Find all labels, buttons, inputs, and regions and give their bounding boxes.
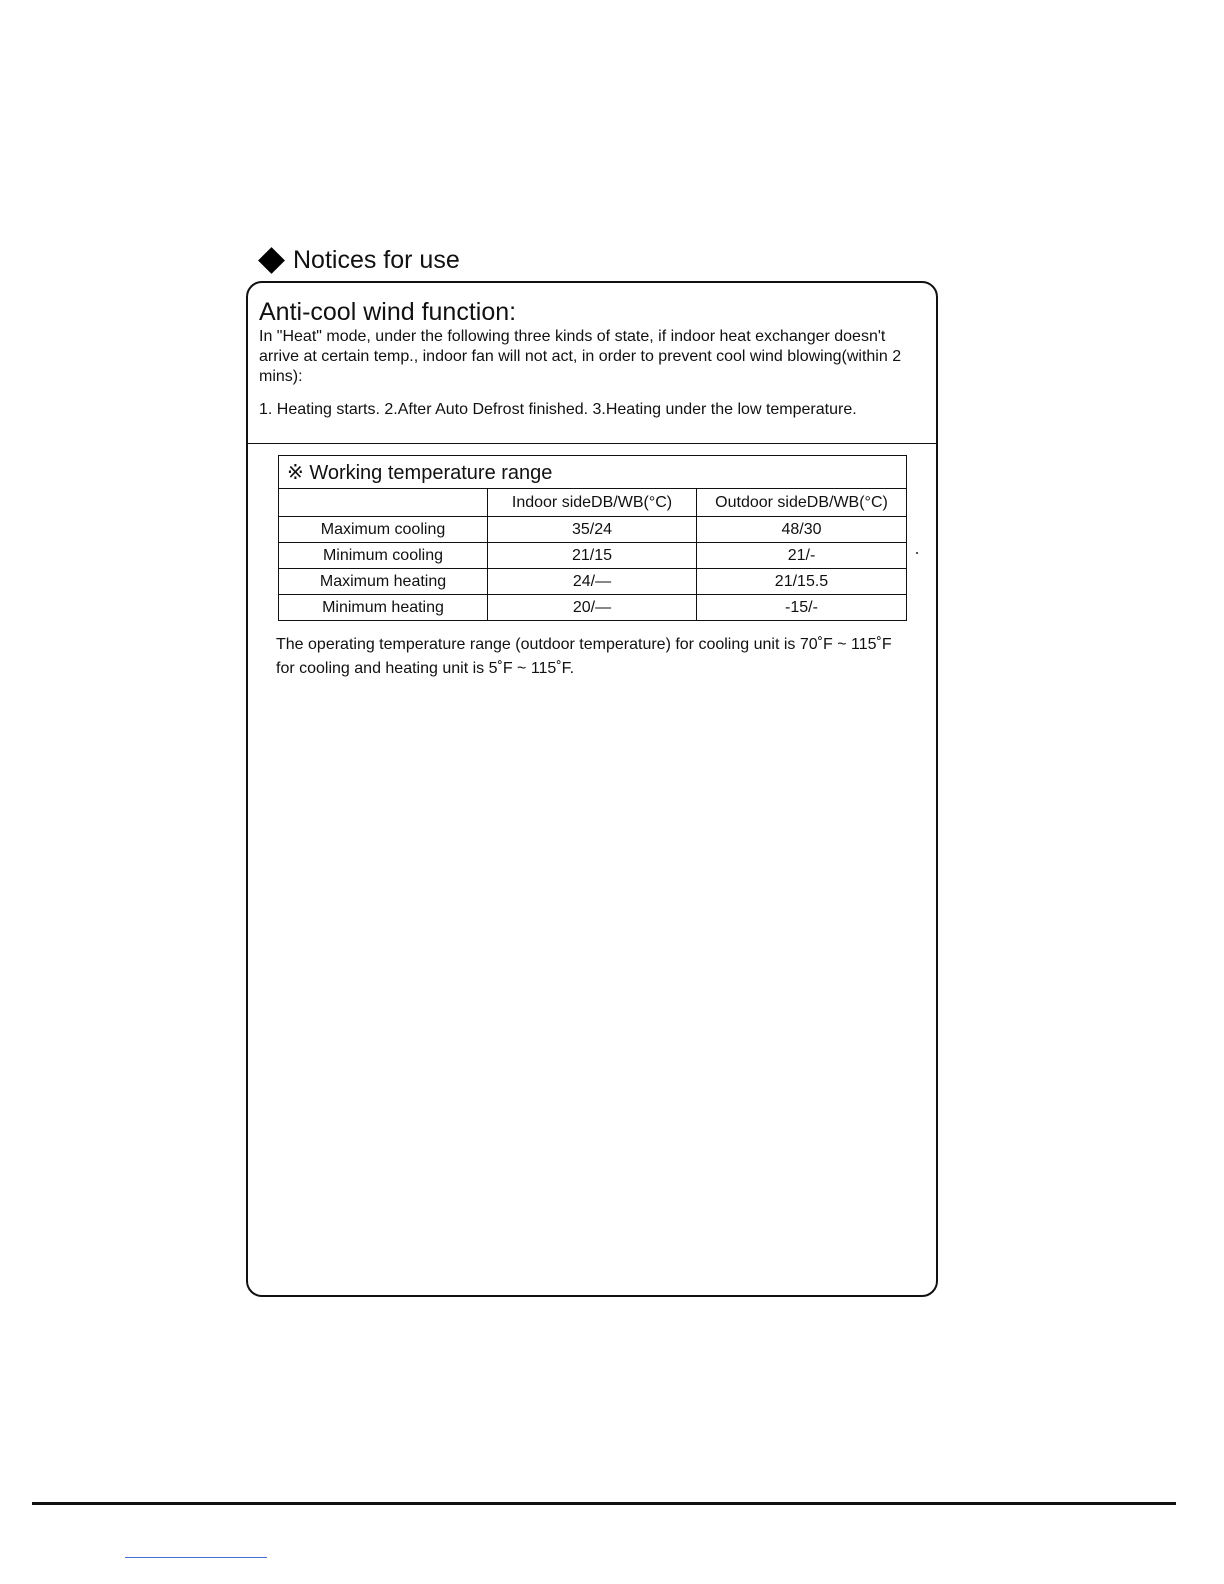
table-row <box>279 595 907 621</box>
stray-dot <box>916 552 918 554</box>
row-indoor: 35/24 <box>488 517 697 543</box>
section-heading <box>258 242 460 278</box>
diamond-bullet-icon <box>258 247 285 274</box>
table-row <box>279 569 907 595</box>
panel-divider <box>248 443 936 444</box>
table-row <box>279 543 907 569</box>
row-label: Minimum cooling <box>279 543 488 569</box>
header-empty <box>279 489 488 517</box>
notice-panel <box>246 281 938 1297</box>
row-outdoor: 48/30 <box>697 517 907 543</box>
row-label: Minimum heating <box>279 595 488 621</box>
row-indoor: 24/— <box>488 569 697 595</box>
header-outdoor: Outdoor sideDB/WB(°C) <box>697 489 907 517</box>
anti-cool-states: 1. Heating starts. 2.After Auto Defrost finished. 3.Heating under the low temperature. <box>259 401 857 418</box>
anti-cool-title: Anti-cool wind function: <box>259 298 517 326</box>
section-title: Notices for use <box>293 245 460 274</box>
footer-rule <box>32 1502 1176 1505</box>
footer-link-underline <box>125 1557 267 1558</box>
range-note-line1: The operating temperature range (outdoor temperature) for cooling unit is 70˚F ~ 115˚F <box>276 636 892 653</box>
header-indoor: Indoor sideDB/WB(°C) <box>488 489 697 517</box>
row-outdoor: -15/- <box>697 595 907 621</box>
operating-range-note <box>276 633 926 681</box>
row-outdoor: 21/15.5 <box>697 569 907 595</box>
table-row <box>279 517 907 543</box>
table-caption-row <box>279 456 907 489</box>
table-caption: ※ Working temperature range <box>279 456 907 489</box>
working-temperature-table <box>278 455 907 621</box>
row-indoor: 20/— <box>488 595 697 621</box>
row-indoor: 21/15 <box>488 543 697 569</box>
row-label: Maximum heating <box>279 569 488 595</box>
table-header-row <box>279 489 907 517</box>
row-outdoor: 21/- <box>697 543 907 569</box>
range-note-line2: for cooling and heating unit is 5˚F ~ 115˚F. <box>276 660 575 677</box>
row-label: Maximum cooling <box>279 517 488 543</box>
anti-cool-description: In "Heat" mode, under the following three kinds of state, if indoor heat exchanger doesn't arrive at certain temp., indoor fan will not act, in order to prevent cool wind blowing(within 2 mins): <box>259 328 902 385</box>
